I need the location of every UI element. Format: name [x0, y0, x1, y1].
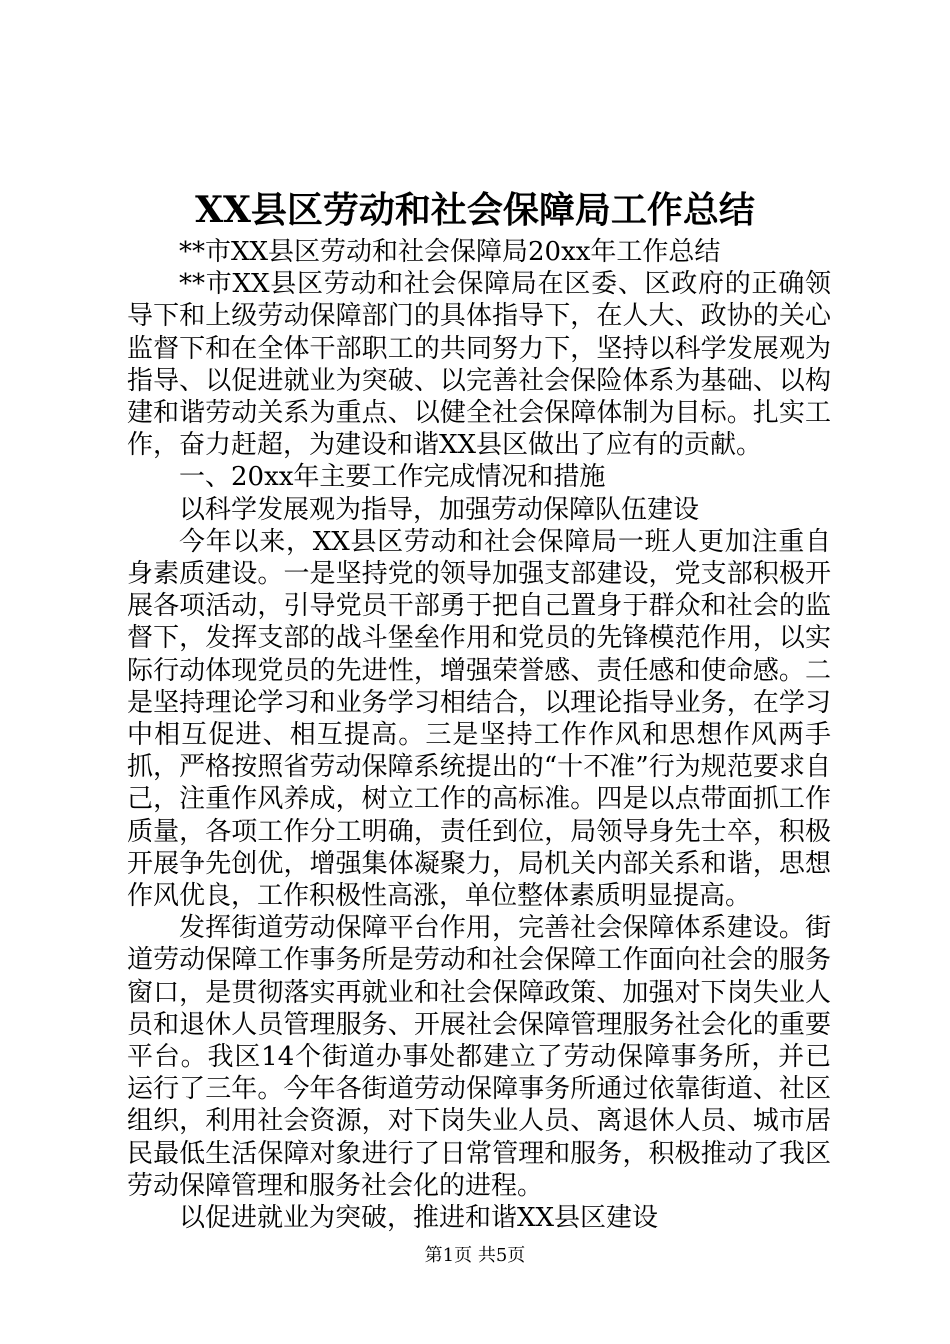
paragraph-street-platform: 发挥街道劳动保障平台作用，完善社会保障体系建设。街道劳动保障工作事务所是劳动和社会保障工作面向社会的服务窗口，是贯彻落实再就业和社会保障政策、加强对下岗失业人员和退休人员管理服务、开展社会保障管理服务社会化的重要平台。我区14个街道办事处都建立了劳动保障事务所，并已运行了三年。今年各街道劳动保障事务所通过依靠街道、社区组织，利用社会资源，对下岗失业人员、离退休人员、城市居民最低生活保障对象进行了日常管理和服务，积极推动了我区劳动保障管理和服务社会化的进程。	[127, 913, 831, 1201]
paragraph-team-building: 今年以来，XX县区劳动和社会保障局一班人更加注重自身素质建设。一是坚持党的领导加强支部建设，党支部积极开展各项活动，引导党员干部勇于把自己置身于群众和社会的监督下，发挥支部的战斗堡垒作用和党员的先锋模范作用，以实际行动体现党员的先进性，增强荣誉感、责任感和使命感。二是坚持理论学习和业务学习相结合，以理论指导业务，在学习中相互促进、相互提高。三是坚持工作作风和思想作风两手抓，严格按照省劳动保障系统提出的“十不准”行为规范要求自己，注重作风养成，树立工作的高标准。四是以点带面抓工作质量，各项工作分工明确，责任到位，局领导身先士卒，积极开展争先创优，增强集体凝聚力，局机关内部关系和谐，思想作风优良，工作积极性高涨，单位整体素质明显提高。	[127, 526, 831, 912]
subsection-heading-employment: 以促进就业为突破，推进和谐XX县区建设	[179, 1203, 659, 1234]
section-heading: 一、20xx年主要工作完成情况和措施	[179, 462, 606, 493]
subsection-heading: 以科学发展观为指导，加强劳动保障队伍建设	[179, 494, 700, 525]
paragraph-intro: **市XX县区劳动和社会保障局在区委、区政府的正确领导下和上级劳动保障部门的具体指导下，在人大、政协的关心监督下和在全体干部职工的共同努力下，坚持以科学发展观为指导、以促进就业为突破、以完善社会保险体系为基础、以构建和谐劳动关系为重点、以健全社会保障体制为目标。扎实工作，奋力赶超，为建设和谐XX县区做出了应有的贡献。	[127, 269, 831, 461]
paragraph-subtitle: **市XX县区劳动和社会保障局20xx年工作总结	[179, 237, 721, 267]
document-body	[127, 236, 831, 1234]
page-number-footer: 第1页 共5页	[424, 1245, 526, 1266]
document-title: XX县区劳动和社会保障局工作总结	[195, 189, 755, 231]
